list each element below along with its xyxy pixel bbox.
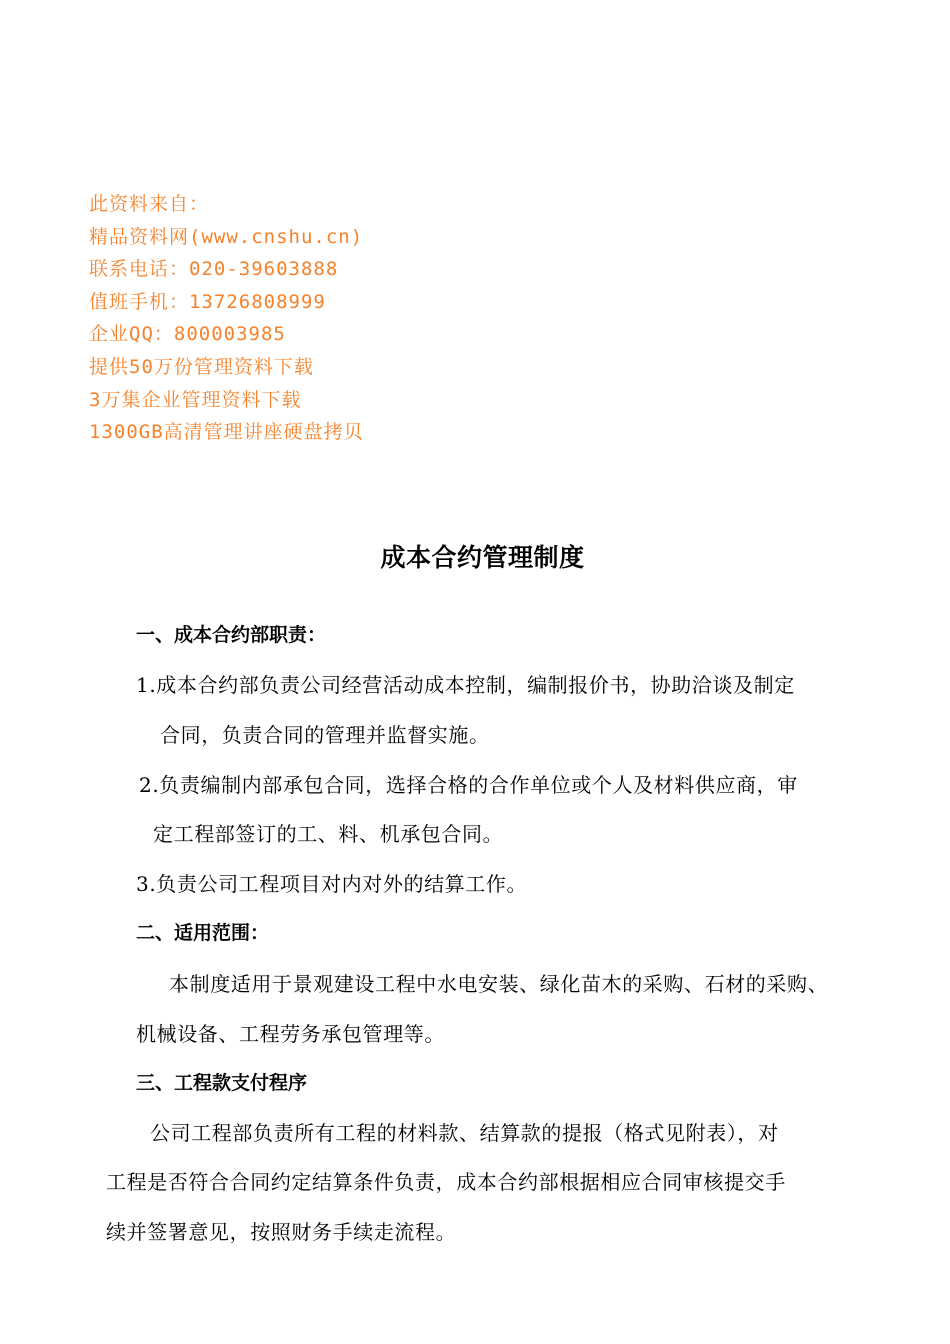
paragraph-line: 本制度适用于景观建设工程中水电安装、绿化苗木的采购、石材的采购、 bbox=[169, 972, 829, 996]
paragraph-line: 公司工程部负责所有工程的材料款、结算款的提报（格式见附表），对 bbox=[150, 1121, 779, 1145]
paragraph-line: 3.负责公司工程项目对内对外的结算工作。 bbox=[136, 872, 528, 896]
document-title: 成本合约管理制度 bbox=[380, 543, 585, 572]
source-line-offer-2: 3万集企业管理资料下载 bbox=[89, 388, 302, 411]
paragraph-line: 定工程部签订的工、料、机承包合同。 bbox=[153, 822, 504, 846]
paragraph-line: 续并签署意见，按照财务手续走流程。 bbox=[106, 1220, 457, 1244]
paragraph-line: 机械设备、工程劳务承包管理等。 bbox=[136, 1022, 445, 1046]
source-line-qq: 企业QQ：800003985 bbox=[89, 323, 286, 346]
source-line-phone: 联系电话：020-39603888 bbox=[89, 258, 339, 281]
paragraph-line: 合同，负责合同的管理并监督实施。 bbox=[160, 723, 490, 747]
source-line-website: 精品资料网(www.cnshu.cn) bbox=[89, 225, 364, 248]
paragraph-line: 工程是否符合合同约定结算条件负责，成本合约部根据相应合同审核提交手 bbox=[106, 1170, 786, 1194]
source-line-offer-1: 提供50万份管理资料下载 bbox=[89, 355, 314, 378]
paragraph-line: 1.成本合约部负责公司经营活动成本控制，编制报价书，协助洽谈及制定 bbox=[136, 673, 795, 697]
source-info-block bbox=[89, 188, 364, 449]
source-line-mobile: 值班手机：13726808999 bbox=[89, 290, 326, 313]
source-line-offer-3: 1300GB高清管理讲座硬盘拷贝 bbox=[89, 421, 364, 444]
section-heading-responsibilities: 一、成本合约部职责： bbox=[136, 624, 327, 646]
paragraph-line: 2.负责编制内部承包合同，选择合格的合作单位或个人及材料供应商，审 bbox=[139, 773, 798, 797]
source-line-origin: 此资料来自： bbox=[89, 193, 210, 215]
section-heading-scope: 二、适用范围： bbox=[136, 922, 270, 944]
section-heading-payment-procedure: 三、工程款支付程序 bbox=[136, 1072, 308, 1094]
